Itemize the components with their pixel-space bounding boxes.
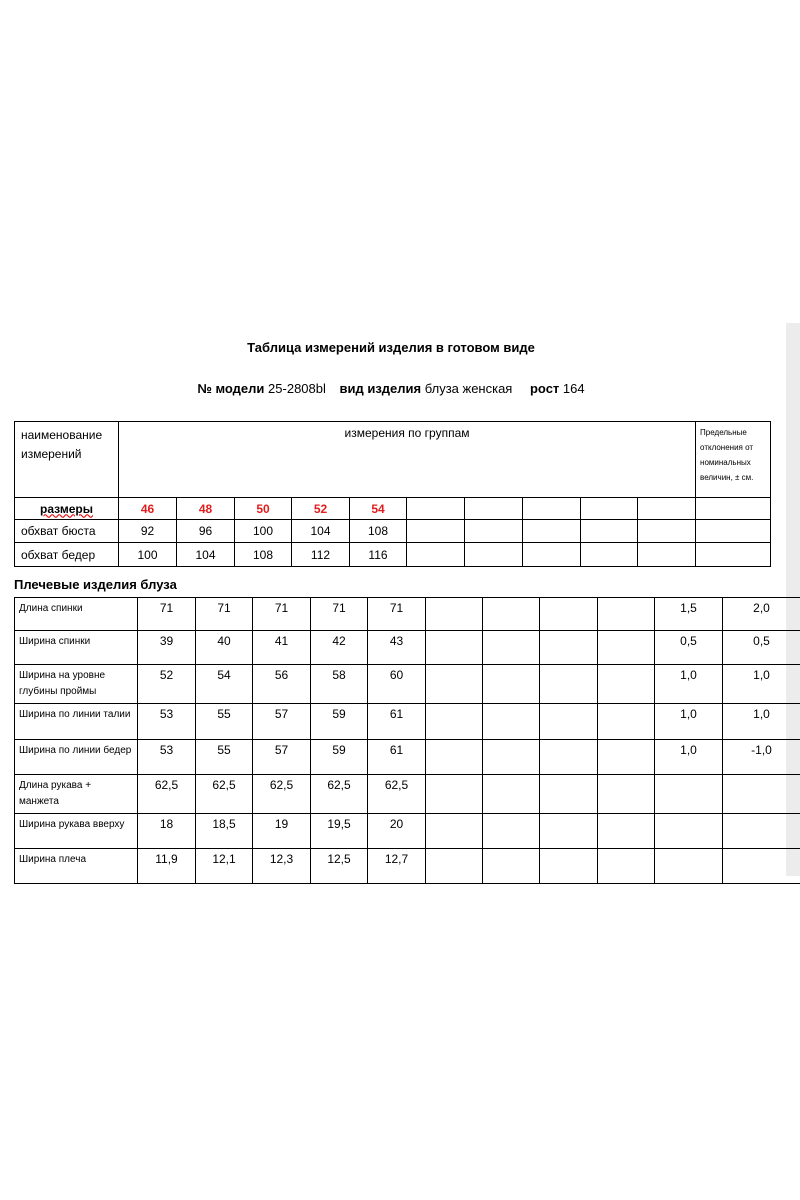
value-cell: 57 [253,704,311,740]
deviation-cell: 0,5 [723,631,800,665]
table-row [15,631,800,665]
sizes-label-cell [15,498,119,520]
empty-cell [483,849,540,884]
value-cell: 18 [138,814,196,849]
empty-cell [598,775,655,814]
value-cell: 18,5 [196,814,253,849]
empty-cell [426,849,483,884]
value-cell: 112 [292,543,350,567]
value-cell: 12,3 [253,849,311,884]
empty-cell [598,598,655,631]
empty-cell [465,498,523,520]
model-number-value: 25-2808bl [268,381,326,396]
deviation-cell: 1,5 [655,598,723,631]
row-label: обхват бедер [15,543,119,567]
value-cell: 53 [138,740,196,775]
empty-cell [483,631,540,665]
table-row [15,704,800,740]
value-cell: 40 [196,631,253,665]
value-cell: 53 [138,704,196,740]
empty-cell [483,665,540,704]
size-cell: 52 [292,498,350,520]
size-groups-table [14,421,771,567]
deviation-cell [723,814,800,849]
value-cell: 108 [350,520,407,543]
value-cell: 12,5 [311,849,368,884]
groups-header: измерения по группам [119,422,696,498]
value-cell: 12,1 [196,849,253,884]
value-cell: 11,9 [138,849,196,884]
value-cell: 104 [177,543,235,567]
empty-cell [696,498,771,520]
empty-cell [540,665,598,704]
measurement-name-header: наименование измерений [15,422,119,498]
size-cell: 48 [177,498,235,520]
value-cell: 41 [253,631,311,665]
value-cell: 43 [368,631,426,665]
height-label: рост [529,381,560,396]
empty-cell [581,543,638,567]
row-label: Ширина по линии талии [15,704,138,740]
table-row [15,775,800,814]
model-info-line [0,381,782,396]
empty-cell [483,704,540,740]
value-cell: 59 [311,740,368,775]
value-cell: 71 [253,598,311,631]
table-row [15,598,800,631]
value-cell: 71 [368,598,426,631]
empty-cell [483,814,540,849]
value-cell: 71 [196,598,253,631]
deviation-cell [655,775,723,814]
value-cell: 100 [235,520,292,543]
empty-cell [426,665,483,704]
empty-cell [426,775,483,814]
value-cell: 61 [368,740,426,775]
table-row [15,665,800,704]
empty-cell [407,498,465,520]
empty-cell [407,520,465,543]
deviation-cell [723,775,800,814]
deviation-cell: 1,0 [655,665,723,704]
value-cell: 92 [119,520,177,543]
empty-cell [540,598,598,631]
height-value: 164 [562,381,585,396]
empty-cell [426,740,483,775]
empty-cell [523,543,581,567]
value-cell: 62,5 [368,775,426,814]
deviation-cell: 0,5 [655,631,723,665]
value-cell: 19,5 [311,814,368,849]
empty-cell [598,849,655,884]
empty-cell [426,704,483,740]
value-cell: 57 [253,740,311,775]
value-cell: 55 [196,704,253,740]
section-title: Плечевые изделия блуза [14,577,177,592]
empty-cell [581,520,638,543]
measurements-table [14,597,800,884]
empty-cell [540,775,598,814]
sizes-label: размеры [40,501,93,516]
deviation-cell: 1,0 [655,704,723,740]
empty-cell [696,520,771,543]
empty-cell [598,631,655,665]
empty-cell [540,704,598,740]
value-cell: 62,5 [253,775,311,814]
value-cell: 19 [253,814,311,849]
value-cell: 60 [368,665,426,704]
row-label: Ширина плеча [15,849,138,884]
value-cell: 39 [138,631,196,665]
value-cell: 62,5 [138,775,196,814]
row-label: Длина рукава + манжета [15,775,138,814]
empty-cell [465,520,523,543]
empty-cell [426,631,483,665]
empty-cell [465,543,523,567]
value-cell: 71 [138,598,196,631]
empty-cell [598,665,655,704]
value-cell: 116 [350,543,407,567]
value-cell: 71 [311,598,368,631]
value-cell: 56 [253,665,311,704]
value-cell: 20 [368,814,426,849]
value-cell: 62,5 [311,775,368,814]
empty-cell [696,543,771,567]
deviation-cell: 2,0 [723,598,800,631]
value-cell: 59 [311,704,368,740]
table-row [15,543,771,567]
row-label: Ширина спинки [15,631,138,665]
deviation-cell [723,849,800,884]
empty-cell [540,740,598,775]
model-number-label: № модели [197,381,265,396]
table-row [15,740,800,775]
value-cell: 100 [119,543,177,567]
value-cell: 108 [235,543,292,567]
product-type-value: блуза женская [424,381,513,396]
deviation-cell [655,814,723,849]
size-cell: 54 [350,498,407,520]
table-row [15,520,771,543]
empty-cell [426,814,483,849]
deviation-cell: -1,0 [723,740,800,775]
row-label: Ширина по линии бедер [15,740,138,775]
size-cell: 50 [235,498,292,520]
value-cell: 61 [368,704,426,740]
value-cell: 96 [177,520,235,543]
deviation-cell: 1,0 [723,704,800,740]
empty-cell [598,704,655,740]
value-cell: 58 [311,665,368,704]
size-cell: 46 [119,498,177,520]
page-title: Таблица измерений изделия в готовом виде [247,340,535,355]
value-cell: 12,7 [368,849,426,884]
row-label: Ширина рукава вверху [15,814,138,849]
empty-cell [638,543,696,567]
empty-cell [581,498,638,520]
empty-cell [483,740,540,775]
empty-cell [598,740,655,775]
empty-cell [540,849,598,884]
row-label: Ширина на уровне глубины проймы [15,665,138,704]
empty-cell [407,543,465,567]
deviation-cell [655,849,723,884]
value-cell: 62,5 [196,775,253,814]
value-cell: 42 [311,631,368,665]
empty-cell [426,598,483,631]
empty-cell [598,814,655,849]
product-type-label: вид изделия [339,381,422,396]
value-cell: 54 [196,665,253,704]
empty-cell [540,814,598,849]
empty-cell [638,498,696,520]
deviation-cell: 1,0 [723,665,800,704]
value-cell: 104 [292,520,350,543]
table-row [15,814,800,849]
empty-cell [483,598,540,631]
empty-cell [638,520,696,543]
deviation-cell: 1,0 [655,740,723,775]
empty-cell [523,498,581,520]
table-row [15,849,800,884]
empty-cell [523,520,581,543]
empty-cell [483,775,540,814]
deviation-header: Предельные отклонения от номинальных величин, ± см. [696,422,771,498]
row-label: Длина спинки [15,598,138,631]
value-cell: 55 [196,740,253,775]
value-cell: 52 [138,665,196,704]
row-label: обхват бюста [15,520,119,543]
empty-cell [540,631,598,665]
